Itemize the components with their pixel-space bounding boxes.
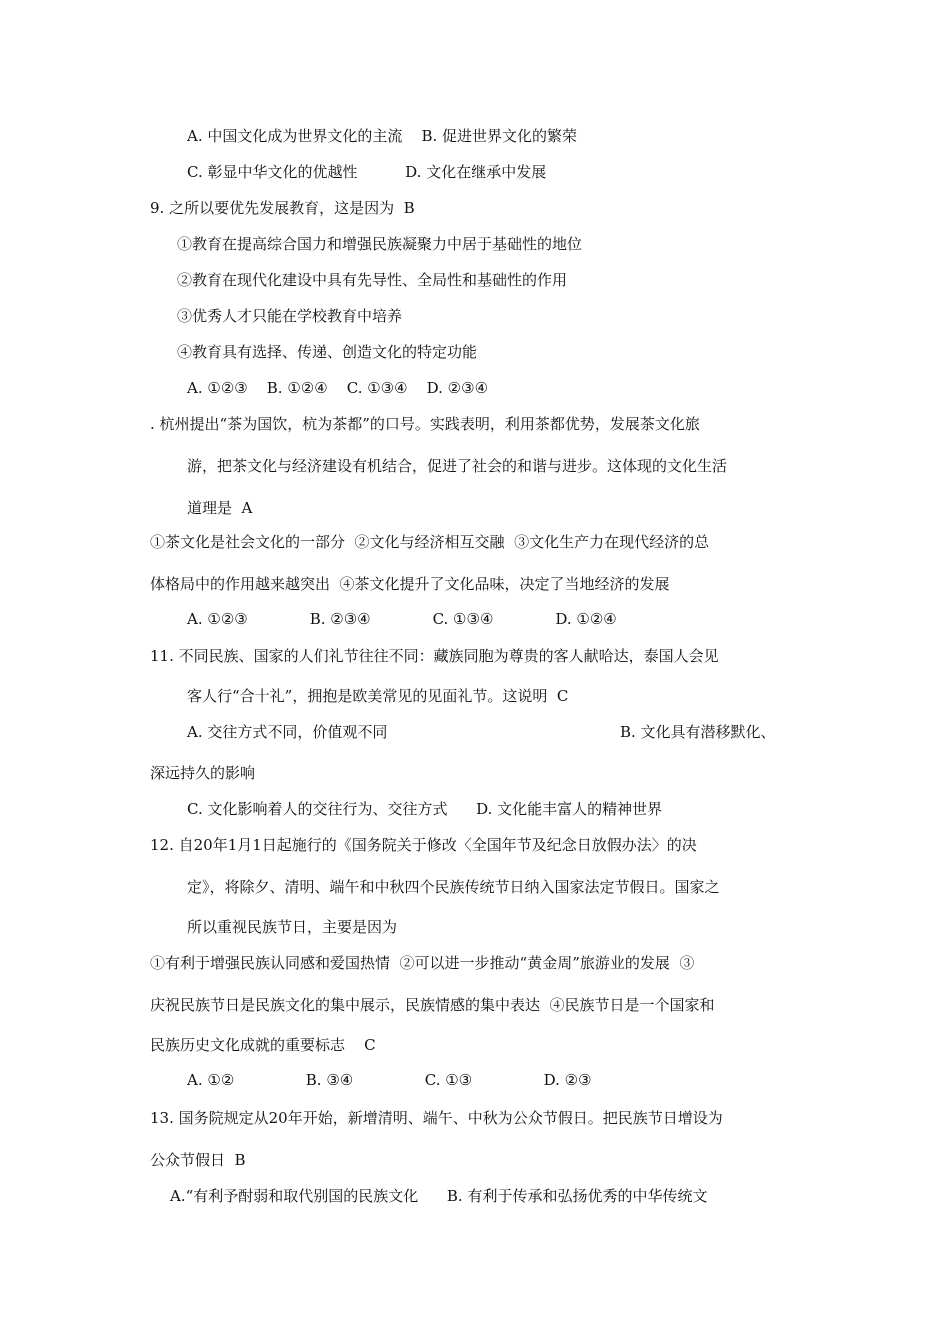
q8-options-ab: A. 中国文化成为世界文化的主流 B. 促进世界文化的繁荣 [187,127,578,145]
q10-options: A. ①②③ B. ②③④ C. ①③④ D. ①②④ [187,610,617,628]
q12-stem-line3: 所以重视民族节日，主要是因为 [187,918,398,936]
q12-statements-line2: 庆祝民族节日是民族文化的集中展示，民族情感的集中表达 ④民族节日是一个国家和 [150,996,715,1014]
q8-options-cd: C. 彰显中华文化的优越性 D. 文化在继承中发展 [187,163,547,181]
q9-stem: 9. 之所以要优先发展教育，这是因为 B [150,199,415,217]
q10-statements-line1: ①茶文化是社会文化的一部分 ②文化与经济相互交融 ③文化生产力在现代经济的总 [150,533,710,551]
q11-option-b-continued: 深远持久的影响 [150,764,256,782]
q12-statements-line1: ①有利于增强民族认同感和爱国热情 ②可以进一步推动“黄金周”旅游业的发展 ③ [150,954,695,972]
q11-stem-line2: 客人行“合十礼”，拥抱是欧美常见的见面礼节。这说明 C [187,687,569,705]
q9-statement-1: ①教育在提高综合国力和增强民族凝聚力中居于基础性的地位 [177,235,583,253]
q13-stem-line1: 13. 国务院规定从20年开始，新增清明、端午、中秋为公众节假日。把民族节日增设为 [150,1109,723,1127]
q13-stem-line2: 公众节假日 B [150,1151,246,1169]
q13-options-ab: A.“有利予酎弱和取代别国的民族文化 B. 有利于传承和弘扬优秀的中华传统文 [170,1187,708,1205]
q9-statement-4: ④教育具有选择、传递、创造文化的特定功能 [177,343,478,361]
q9-statement-2: ②教育在现代化建设中具有先导性、全局性和基础性的作用 [177,271,568,289]
q11-option-a: A. 交往方式不同，价值观不同 [187,723,388,741]
q11-stem-line1: 11. 不同民族、国家的人们礼节往往不同：藏族同胞为尊贵的客人献哈达，泰国人会见 [150,647,719,665]
q9-options: A. ①②③ B. ①②④ C. ①③④ D. ②③④ [187,379,489,397]
q12-options: A. ①② B. ③④ C. ①③ D. ②③ [187,1071,592,1089]
q10-stem-line1: . 杭州提出“茶为国饮，杭为茶都”的口号。实践表明，利用茶都优势，发展茶文化旅 [150,415,700,433]
q12-stem-line1: 12. 自20年1月1日起施行的《国务院关于修改〈全国年节及纪念日放假办法〉的决 [150,836,697,854]
q11-options-cd: C. 文化影响着人的交往行为、交往方式 D. 文化能丰富人的精神世界 [187,800,663,818]
q10-stem-line3: 道理是 A [187,499,253,517]
q11-option-b: B. 文化具有潜移默化、 [620,723,776,741]
q9-statement-3: ③优秀人才只能在学校教育中培养 [177,307,403,325]
q12-stem-line2: 定》，将除夕、清明、端午和中秋四个民族传统节日纳入国家法定节假日。国家之 [187,878,720,896]
q10-stem-line2: 游，把茶文化与经济建设有机结合，促进了社会的和谐与进步。这体现的文化生活 [187,457,728,475]
q10-statements-line2: 体格局中的作用越来越突出 ④茶文化提升了文化品味，决定了当地经济的发展 [150,575,670,593]
q12-statements-line3: 民族历史文化成就的重要标志 C [150,1036,376,1054]
